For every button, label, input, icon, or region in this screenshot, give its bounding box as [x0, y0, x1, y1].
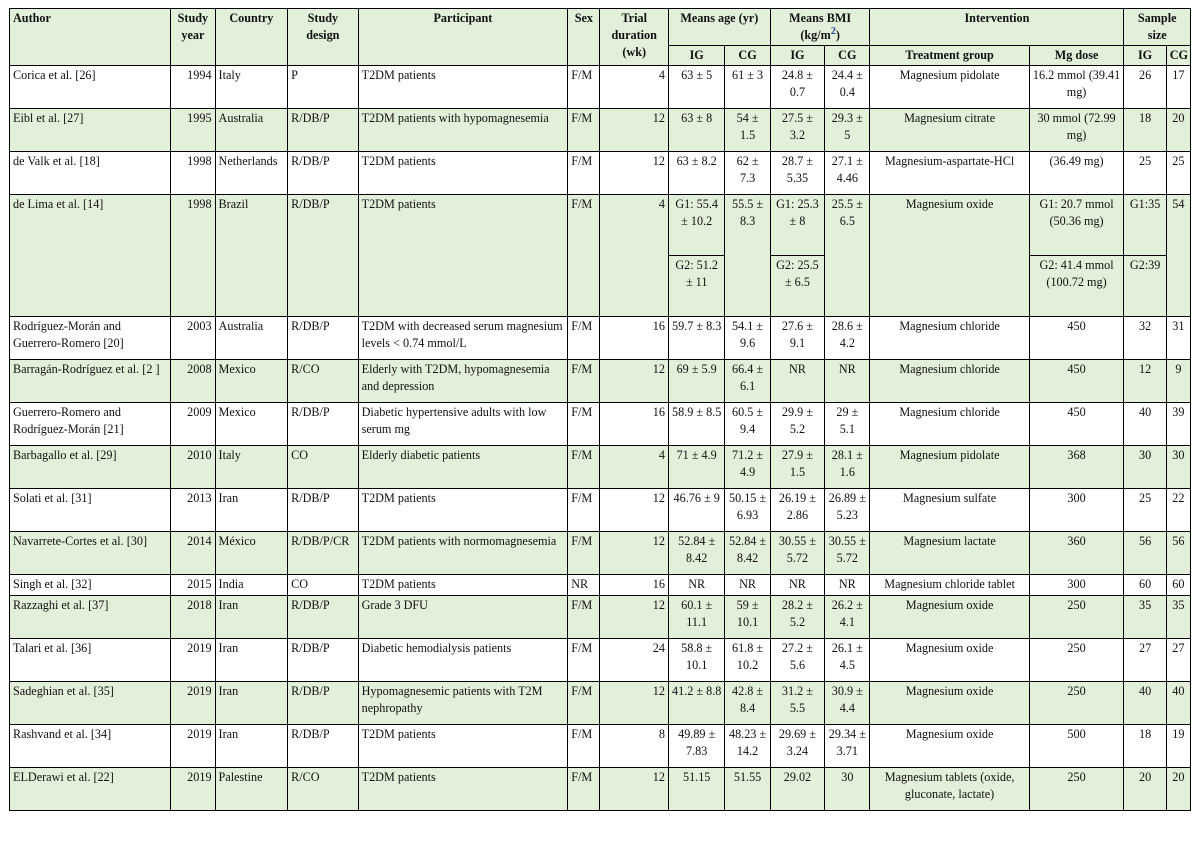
cell-treatment: Magnesium citrate: [870, 109, 1029, 152]
cell-bmi-ig: NR: [770, 360, 824, 403]
cell-participant: T2DM patients with normomagnesemia: [358, 532, 568, 575]
cell-year: 2015: [171, 575, 215, 596]
cell-author: de Valk et al. [18]: [10, 152, 171, 195]
header-mg-dose: Mg dose: [1029, 46, 1124, 66]
cell-duration: 4: [600, 446, 669, 489]
cell-design: R/DB/P: [288, 682, 359, 725]
cell-participant: T2DM patients: [358, 725, 568, 768]
cell-bmi-cg: 25.5 ± 6.5: [825, 195, 870, 317]
cell-age-cg: 52.84 ± 8.42: [725, 532, 770, 575]
cell-dose: (36.49 mg): [1029, 152, 1124, 195]
cell-design: CO: [288, 446, 359, 489]
cell-duration: 12: [600, 682, 669, 725]
cell-bmi-ig: 28.2 ± 5.2: [770, 596, 824, 639]
table-row: [10, 768, 1191, 811]
cell-n-cg: 9: [1166, 360, 1190, 403]
cell-participant: Diabetic hemodialysis patients: [358, 639, 568, 682]
cell-n-cg: 17: [1166, 66, 1190, 109]
cell-duration: 12: [600, 768, 669, 811]
cell-age-ig: 71 ± 4.9: [668, 446, 724, 489]
cell-n-cg: 19: [1166, 725, 1190, 768]
cell-bmi-cg: 30.55 ± 5.72: [825, 532, 870, 575]
cell-n-ig: 60: [1124, 575, 1166, 596]
cell-n-cg: 25: [1166, 152, 1190, 195]
cell-participant: T2DM patients with hypomagnesemia: [358, 109, 568, 152]
cell-bmi-ig: 31.2 ± 5.5: [770, 682, 824, 725]
cell-year: 2018: [171, 596, 215, 639]
cell-duration: 16: [600, 403, 669, 446]
cell-duration: 4: [600, 195, 669, 317]
cell-n-cg: 31: [1166, 317, 1190, 360]
cell-bmi-ig: 30.55 ± 5.72: [770, 532, 824, 575]
cell-treatment: Magnesium oxide: [870, 195, 1029, 317]
cell-country: Iran: [215, 489, 288, 532]
cell-n-cg: 56: [1166, 532, 1190, 575]
header-means-bmi-close: ): [835, 28, 840, 42]
header-country: Country: [215, 9, 288, 66]
cell-participant: T2DM patients: [358, 195, 568, 317]
cell-treatment: Magnesium-aspartate-HCl: [870, 152, 1029, 195]
cell-treatment: Magnesium pidolate: [870, 446, 1029, 489]
cell-dose: 16.2 mmol (39.41 mg): [1029, 66, 1124, 109]
cell-author: Guerrero-Romero and Rodríguez-Morán [21]: [10, 403, 171, 446]
cell-bmi-cg: 28.6 ± 4.2: [825, 317, 870, 360]
header-study-design: Study design: [288, 9, 359, 66]
cell-age-cg: 54 ± 1.5: [725, 109, 770, 152]
cell-bmi-ig-g2: G2: 25.5 ± 6.5: [770, 256, 824, 317]
cell-dose: 500: [1029, 725, 1124, 768]
cell-dose: 450: [1029, 317, 1124, 360]
cell-n-ig-g2: G2:39: [1124, 256, 1166, 317]
cell-duration: 12: [600, 152, 669, 195]
cell-bmi-ig: 27.6 ± 9.1: [770, 317, 824, 360]
cell-age-cg: 51.55: [725, 768, 770, 811]
cell-bmi-cg: 24.4 ± 0.4: [825, 66, 870, 109]
cell-dose: 30 mmol (72.99 mg): [1029, 109, 1124, 152]
cell-duration: 24: [600, 639, 669, 682]
cell-country: Palestine: [215, 768, 288, 811]
cell-country: Mexico: [215, 403, 288, 446]
cell-age-cg: 42.8 ± 8.4: [725, 682, 770, 725]
cell-bmi-ig: 27.2 ± 5.6: [770, 639, 824, 682]
cell-bmi-ig-g1: G1: 25.3 ± 8: [770, 195, 824, 256]
cell-country: India: [215, 575, 288, 596]
table-header: [10, 9, 1191, 66]
cell-bmi-ig: 26.19 ± 2.86: [770, 489, 824, 532]
table-row: [10, 682, 1191, 725]
cell-bmi-cg: 29.3 ± 5: [825, 109, 870, 152]
cell-n-ig-g1: G1:35: [1124, 195, 1166, 256]
cell-bmi-ig: 29.9 ± 5.2: [770, 403, 824, 446]
cell-n-cg: 22: [1166, 489, 1190, 532]
header-sex: Sex: [568, 9, 600, 66]
cell-treatment: Magnesium chloride: [870, 403, 1029, 446]
table-row: [10, 489, 1191, 532]
cell-dose: 450: [1029, 403, 1124, 446]
cell-treatment: Magnesium chloride: [870, 360, 1029, 403]
cell-age-cg: 60.5 ± 9.4: [725, 403, 770, 446]
header-means-bmi-text: Means BMI (kg/m: [789, 11, 852, 42]
header-bmi-ig: IG: [770, 46, 824, 66]
cell-bmi-ig: NR: [770, 575, 824, 596]
header-age-cg: CG: [725, 46, 770, 66]
cell-n-ig: 20: [1124, 768, 1166, 811]
cell-sex: NR: [568, 575, 600, 596]
cell-age-ig: 63 ± 8: [668, 109, 724, 152]
cell-age-ig-g2: G2: 51.2 ± 11: [668, 256, 724, 317]
cell-author: Solati et al. [31]: [10, 489, 171, 532]
header-age-ig: IG: [668, 46, 724, 66]
cell-year: 2009: [171, 403, 215, 446]
cell-design: R/CO: [288, 360, 359, 403]
cell-design: R/DB/P: [288, 403, 359, 446]
cell-n-ig: 30: [1124, 446, 1166, 489]
cell-country: Iran: [215, 725, 288, 768]
table-row: [10, 152, 1191, 195]
cell-participant: Grade 3 DFU: [358, 596, 568, 639]
cell-n-cg: 60: [1166, 575, 1190, 596]
cell-age-ig: 63 ± 8.2: [668, 152, 724, 195]
cell-age-ig: 49.89 ± 7.83: [668, 725, 724, 768]
cell-duration: 8: [600, 725, 669, 768]
cell-age-ig: 52.84 ± 8.42: [668, 532, 724, 575]
cell-treatment: Magnesium oxide: [870, 596, 1029, 639]
cell-participant: Diabetic hypertensive adults with low serum mg: [358, 403, 568, 446]
header-sample-size: Sample size: [1124, 9, 1191, 46]
cell-country: Brazil: [215, 195, 288, 317]
cell-duration: 12: [600, 532, 669, 575]
cell-bmi-cg: 29 ± 5.1: [825, 403, 870, 446]
cell-bmi-cg: NR: [825, 360, 870, 403]
cell-design: R/DB/P: [288, 152, 359, 195]
cell-participant: Hypomagnesemic patients with T2M nephropathy: [358, 682, 568, 725]
cell-duration: 12: [600, 489, 669, 532]
cell-bmi-cg: 28.1 ± 1.6: [825, 446, 870, 489]
cell-dose: 300: [1029, 489, 1124, 532]
header-author: Author: [10, 9, 171, 66]
cell-sex: F/M: [568, 596, 600, 639]
cell-n-ig: 40: [1124, 682, 1166, 725]
table-row: [10, 360, 1191, 403]
cell-country: Iran: [215, 596, 288, 639]
cell-age-ig: 41.2 ± 8.8: [668, 682, 724, 725]
cell-age-cg: 59 ± 10.1: [725, 596, 770, 639]
cell-n-cg: 54: [1166, 195, 1190, 317]
cell-n-cg: 20: [1166, 109, 1190, 152]
cell-participant: Elderly diabetic patients: [358, 446, 568, 489]
cell-participant: T2DM patients: [358, 768, 568, 811]
cell-bmi-cg: 27.1 ± 4.46: [825, 152, 870, 195]
cell-bmi-cg: 26.1 ± 4.5: [825, 639, 870, 682]
cell-age-cg: 48.23 ± 14.2: [725, 725, 770, 768]
cell-year: 2019: [171, 725, 215, 768]
cell-n-ig: 25: [1124, 152, 1166, 195]
cell-design: P: [288, 66, 359, 109]
cell-dose-g1: G1: 20.7 mmol (50.36 mg): [1029, 195, 1124, 256]
table-row: [10, 575, 1191, 596]
cell-participant: T2DM with decreased serum magnesium levels < 0.74 mmol/L: [358, 317, 568, 360]
cell-age-ig-g1: G1: 55.4 ± 10.2: [668, 195, 724, 256]
cell-n-ig: 27: [1124, 639, 1166, 682]
table-row: [10, 109, 1191, 152]
cell-n-cg: 20: [1166, 768, 1190, 811]
cell-age-cg: 54.1 ± 9.6: [725, 317, 770, 360]
cell-age-cg: 55.5 ± 8.3: [725, 195, 770, 317]
cell-n-cg: 30: [1166, 446, 1190, 489]
cell-n-ig: 12: [1124, 360, 1166, 403]
cell-n-cg: 40: [1166, 682, 1190, 725]
table-body: [10, 66, 1191, 811]
header-sample-ig: IG: [1124, 46, 1166, 66]
cell-sex: F/M: [568, 360, 600, 403]
header-intervention: Intervention: [870, 9, 1124, 46]
header-sample-cg: CG: [1166, 46, 1190, 66]
cell-author: Talari et al. [36]: [10, 639, 171, 682]
cell-sex: F/M: [568, 403, 600, 446]
cell-country: Mexico: [215, 360, 288, 403]
cell-participant: T2DM patients: [358, 575, 568, 596]
cell-bmi-ig: 27.5 ± 3.2: [770, 109, 824, 152]
cell-age-cg: 62 ± 7.3: [725, 152, 770, 195]
cell-author: Razzaghi et al. [37]: [10, 596, 171, 639]
cell-sex: F/M: [568, 66, 600, 109]
cell-age-cg: 71.2 ± 4.9: [725, 446, 770, 489]
cell-country: Australia: [215, 109, 288, 152]
header-means-age: Means age (yr): [668, 9, 770, 46]
cell-bmi-ig: 24.8 ± 0.7: [770, 66, 824, 109]
header-bmi-cg: CG: [825, 46, 870, 66]
table-row: [10, 639, 1191, 682]
cell-bmi-ig: 28.7 ± 5.35: [770, 152, 824, 195]
cell-n-ig: 18: [1124, 109, 1166, 152]
cell-age-ig: 59.7 ± 8.3: [668, 317, 724, 360]
table-row: [10, 725, 1191, 768]
cell-treatment: Magnesium pidolate: [870, 66, 1029, 109]
cell-bmi-ig: 29.69 ± 3.24: [770, 725, 824, 768]
cell-country: Iran: [215, 682, 288, 725]
cell-author: Singh et al. [32]: [10, 575, 171, 596]
cell-author: Rashvand et al. [34]: [10, 725, 171, 768]
cell-n-ig: 25: [1124, 489, 1166, 532]
table-row: [10, 446, 1191, 489]
cell-treatment: Magnesium oxide: [870, 725, 1029, 768]
cell-sex: F/M: [568, 725, 600, 768]
cell-n-ig: 40: [1124, 403, 1166, 446]
cell-treatment: Magnesium sulfate: [870, 489, 1029, 532]
cell-year: 1995: [171, 109, 215, 152]
cell-design: R/CO: [288, 768, 359, 811]
cell-author: Eibl et al. [27]: [10, 109, 171, 152]
cell-year: 1998: [171, 152, 215, 195]
cell-author: Corica et al. [26]: [10, 66, 171, 109]
cell-year: 2019: [171, 639, 215, 682]
cell-dose: 368: [1029, 446, 1124, 489]
cell-author: Navarrete-Cortes et al. [30]: [10, 532, 171, 575]
cell-country: Italy: [215, 446, 288, 489]
cell-participant: T2DM patients: [358, 489, 568, 532]
header-participant: Participant: [358, 9, 568, 66]
cell-age-ig: 63 ± 5: [668, 66, 724, 109]
cell-sex: F/M: [568, 195, 600, 317]
cell-author: ELDerawi et al. [22]: [10, 768, 171, 811]
cell-n-ig: 32: [1124, 317, 1166, 360]
studies-table: [9, 8, 1191, 811]
cell-dose-g2: G2: 41.4 mmol (100.72 mg): [1029, 256, 1124, 317]
table-row: [10, 532, 1191, 575]
table-row: [10, 596, 1191, 639]
cell-treatment: Magnesium chloride: [870, 317, 1029, 360]
cell-design: R/DB/P: [288, 489, 359, 532]
cell-duration: 16: [600, 317, 669, 360]
cell-sex: F/M: [568, 768, 600, 811]
cell-year: 1998: [171, 195, 215, 317]
cell-author: Rodríguez-Morán and Guerrero-Romero [20]: [10, 317, 171, 360]
cell-bmi-cg: 30.9 ± 4.4: [825, 682, 870, 725]
cell-duration: 12: [600, 109, 669, 152]
cell-treatment: Magnesium oxide: [870, 639, 1029, 682]
cell-dose: 250: [1029, 639, 1124, 682]
cell-design: CO: [288, 575, 359, 596]
cell-n-ig: 35: [1124, 596, 1166, 639]
header-study-year: Study year: [171, 9, 215, 66]
cell-treatment: Magnesium lactate: [870, 532, 1029, 575]
cell-country: Italy: [215, 66, 288, 109]
cell-bmi-cg: NR: [825, 575, 870, 596]
cell-n-ig: 18: [1124, 725, 1166, 768]
cell-age-ig: 58.8 ± 10.1: [668, 639, 724, 682]
cell-design: R/DB/P: [288, 195, 359, 317]
cell-dose: 300: [1029, 575, 1124, 596]
cell-year: 2014: [171, 532, 215, 575]
cell-country: México: [215, 532, 288, 575]
cell-sex: F/M: [568, 317, 600, 360]
cell-age-cg: 61 ± 3: [725, 66, 770, 109]
cell-age-cg: 66.4 ± 6.1: [725, 360, 770, 403]
cell-dose: 360: [1029, 532, 1124, 575]
cell-treatment: Magnesium tablets (oxide, gluconate, lactate): [870, 768, 1029, 811]
cell-country: Netherlands: [215, 152, 288, 195]
cell-age-ig: 51.15: [668, 768, 724, 811]
cell-age-cg: 61.8 ± 10.2: [725, 639, 770, 682]
cell-author: Barbagallo et al. [29]: [10, 446, 171, 489]
cell-sex: F/M: [568, 109, 600, 152]
cell-n-cg: 39: [1166, 403, 1190, 446]
cell-n-cg: 27: [1166, 639, 1190, 682]
cell-age-ig: 58.9 ± 8.5: [668, 403, 724, 446]
cell-age-cg: 50.15 ± 6.93: [725, 489, 770, 532]
cell-sex: F/M: [568, 682, 600, 725]
cell-duration: 16: [600, 575, 669, 596]
cell-year: 2019: [171, 682, 215, 725]
cell-year: 2010: [171, 446, 215, 489]
cell-design: R/DB/P: [288, 725, 359, 768]
table-row: [10, 195, 1191, 256]
cell-age-ig: 69 ± 5.9: [668, 360, 724, 403]
cell-dose: 250: [1029, 596, 1124, 639]
cell-sex: F/M: [568, 446, 600, 489]
cell-duration: 4: [600, 66, 669, 109]
cell-design: R/DB/P: [288, 596, 359, 639]
cell-country: Iran: [215, 639, 288, 682]
cell-bmi-cg: 30: [825, 768, 870, 811]
cell-year: 2003: [171, 317, 215, 360]
cell-n-cg: 35: [1166, 596, 1190, 639]
header-trial-duration: Trial duration (wk): [600, 9, 669, 66]
cell-participant: T2DM patients: [358, 152, 568, 195]
cell-sex: F/M: [568, 152, 600, 195]
cell-n-ig: 56: [1124, 532, 1166, 575]
cell-duration: 12: [600, 360, 669, 403]
cell-dose: 250: [1029, 768, 1124, 811]
cell-year: 2008: [171, 360, 215, 403]
cell-duration: 12: [600, 596, 669, 639]
cell-dose: 450: [1029, 360, 1124, 403]
cell-bmi-ig: 29.02: [770, 768, 824, 811]
cell-design: R/DB/P: [288, 639, 359, 682]
header-treatment-group: Treatment group: [870, 46, 1029, 66]
cell-sex: F/M: [568, 639, 600, 682]
cell-dose: 250: [1029, 682, 1124, 725]
cell-design: R/DB/P: [288, 317, 359, 360]
cell-sex: F/M: [568, 489, 600, 532]
cell-year: 1994: [171, 66, 215, 109]
cell-participant: Elderly with T2DM, hypomagnesemia and depression: [358, 360, 568, 403]
cell-year: 2019: [171, 768, 215, 811]
cell-author: Barragán-Rodríguez et al. [2 ]: [10, 360, 171, 403]
cell-bmi-cg: 29.34 ± 3.71: [825, 725, 870, 768]
cell-author: de Lima et al. [14]: [10, 195, 171, 317]
cell-year: 2013: [171, 489, 215, 532]
cell-bmi-cg: 26.89 ± 5.23: [825, 489, 870, 532]
cell-bmi-cg: 26.2 ± 4.1: [825, 596, 870, 639]
cell-age-ig: 60.1 ± 11.1: [668, 596, 724, 639]
cell-age-ig: 46.76 ± 9: [668, 489, 724, 532]
table-row: [10, 403, 1191, 446]
cell-author: Sadeghian et al. [35]: [10, 682, 171, 725]
header-means-bmi: [770, 9, 870, 46]
table-row: [10, 317, 1191, 360]
cell-design: R/DB/P: [288, 109, 359, 152]
cell-n-ig: 26: [1124, 66, 1166, 109]
cell-sex: F/M: [568, 532, 600, 575]
header-means-bmi-superscript: 2: [830, 25, 836, 37]
cell-age-cg: NR: [725, 575, 770, 596]
cell-age-ig: NR: [668, 575, 724, 596]
cell-participant: T2DM patients: [358, 66, 568, 109]
cell-treatment: Magnesium chloride tablet: [870, 575, 1029, 596]
cell-treatment: Magnesium oxide: [870, 682, 1029, 725]
table-row: [10, 66, 1191, 109]
cell-country: Australia: [215, 317, 288, 360]
cell-design: R/DB/P/CR: [288, 532, 359, 575]
cell-bmi-ig: 27.9 ± 1.5: [770, 446, 824, 489]
